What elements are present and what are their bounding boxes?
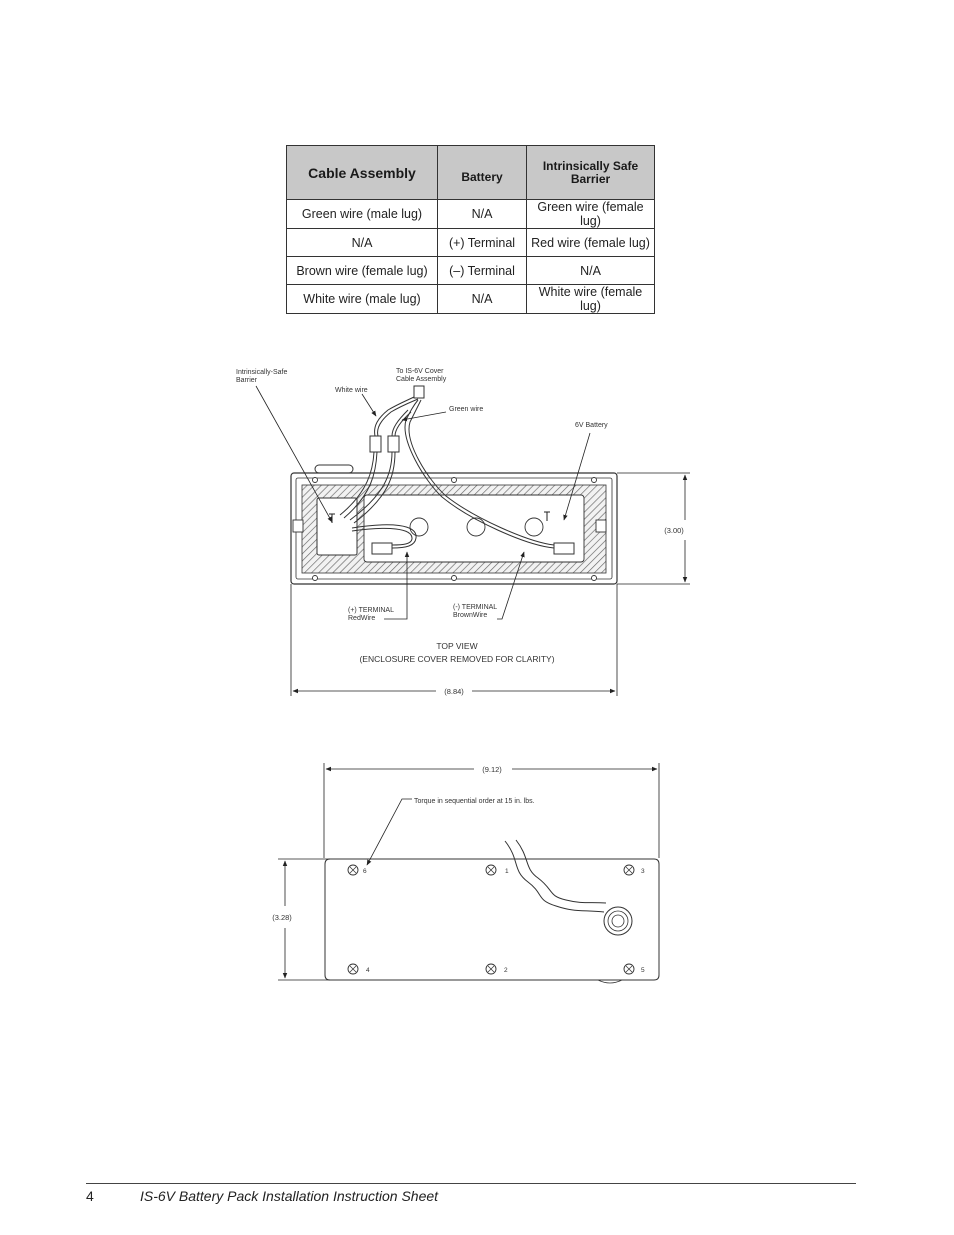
table-cell: Green wire (male lug)	[287, 200, 438, 229]
label-positive-2: RedWire	[348, 615, 376, 622]
document-title: IS-6V Battery Pack Installation Instruction Sheet	[140, 1188, 439, 1204]
cable-gland	[604, 907, 632, 935]
label-negative-2: BrownWire	[453, 612, 488, 619]
label-battery: 6V Battery	[575, 422, 608, 429]
table-cell: N/A	[527, 257, 655, 285]
table-cell: Green wire (female lug)	[527, 200, 655, 229]
table-cell: White wire (male lug)	[287, 285, 438, 314]
cover-cable-plug	[414, 386, 424, 398]
label-positive-1: (+) TERMINAL	[348, 607, 394, 614]
cover-view-drawing	[272, 763, 659, 983]
table-cell: (+) Terminal	[438, 229, 527, 257]
screw-number: 5	[641, 967, 645, 974]
torque-note: Torque in sequential order at 15 in. lbs.	[414, 798, 535, 805]
table-cell: Red wire (female lug)	[527, 229, 655, 257]
positive-terminal	[372, 543, 392, 554]
table-cell: Brown wire (female lug)	[287, 257, 438, 285]
screw-number: 2	[504, 967, 508, 974]
top-view-caption-note: (ENCLOSURE COVER REMOVED FOR CLARITY)	[359, 654, 555, 664]
negative-terminal	[554, 543, 574, 554]
label-barrier-1: Intrinsically-Safe	[236, 369, 288, 376]
page-number: 4	[86, 1188, 94, 1204]
dim-width-cover: (9.12)	[482, 765, 502, 774]
table-cell: White wire (female lug)	[527, 285, 655, 314]
label-cover-2: Cable Assembly	[396, 376, 447, 383]
latch-right	[596, 520, 606, 532]
header-cable-assembly: Cable Assembly	[287, 146, 438, 200]
screw-number: 4	[366, 967, 370, 974]
label-cover-1: To IS-6V Cover	[396, 368, 444, 375]
label-white-wire: White wire	[335, 387, 368, 394]
table-cell: (–) Terminal	[438, 257, 527, 285]
footer-divider	[86, 1183, 856, 1184]
screw-number: 1	[505, 868, 509, 875]
mount-tab	[315, 465, 353, 473]
label-barrier-2: Barrier	[236, 377, 258, 384]
header-battery: Battery	[438, 146, 527, 200]
dim-height-top: (3.00)	[664, 526, 684, 535]
dim-height-cover: (3.28)	[272, 913, 292, 922]
screw-number: 6	[363, 868, 367, 875]
latch-left	[293, 520, 303, 532]
label-negative-1: (-) TERMINAL	[453, 604, 498, 611]
dim-width-top: (8.84)	[444, 687, 464, 696]
top-view-drawing	[236, 368, 690, 696]
label-green-wire: Green wire	[449, 406, 484, 413]
table-cell: N/A	[287, 229, 438, 257]
header-barrier: Intrinsically Safe Barrier	[527, 146, 655, 200]
screw-number: 3	[641, 868, 645, 875]
table-cell: N/A	[438, 200, 527, 229]
top-view-caption: TOP VIEW	[436, 641, 478, 651]
table-cell: N/A	[438, 285, 527, 314]
